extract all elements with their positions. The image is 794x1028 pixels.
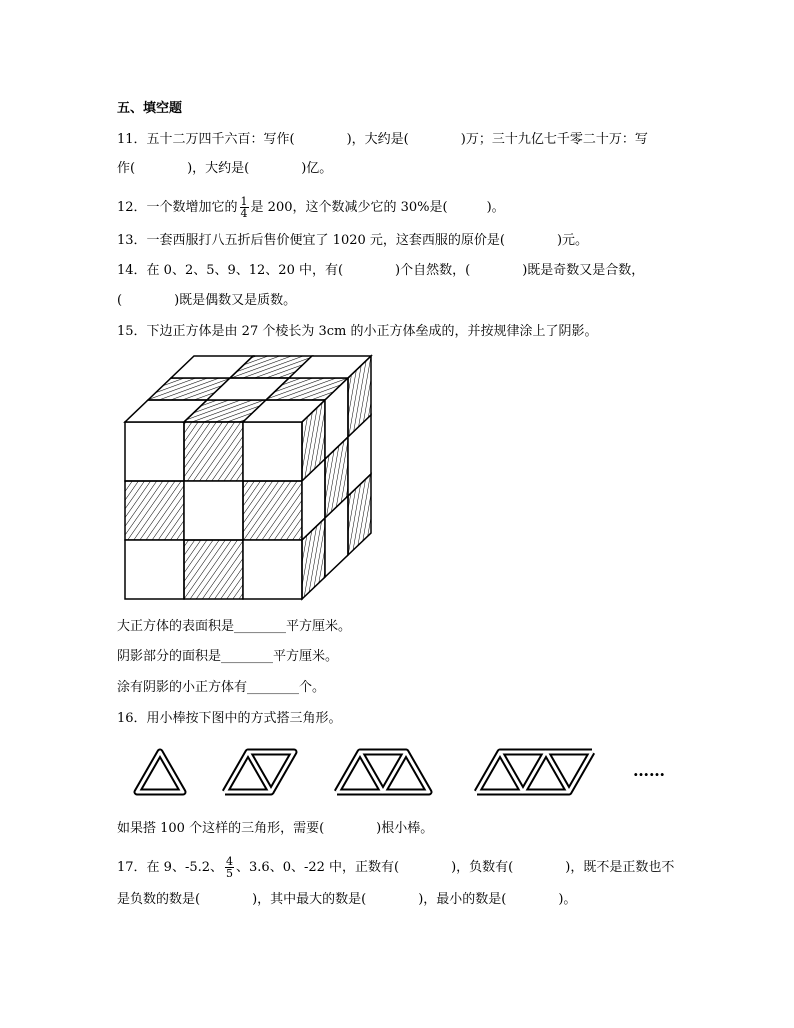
cube-figure [120,350,380,605]
q16-title: 16．用小棒按下图中的方式搭三角形。 [117,711,342,726]
q15-title: 15．下边正方体是由 27 个棱长为 3cm 的小正方体垒成的，并按规律涂上了阴影。 [117,324,598,339]
stick-group-1 [137,752,183,792]
q13: 13．一套西服打八五折后售价便宜了 1020 元，这套西服的原价是( )元。 [117,233,589,248]
q14-line1: 14．在 0、2、5、9、12、20 中，有( )个自然数，( )既是奇数又是合数， [117,263,645,278]
ellipsis: …… [633,761,665,780]
q12-after: 是 200，这个数减少它的 30%是( )。 [250,200,505,215]
q14-line2: ( )既是偶数又是质数。 [117,293,297,308]
stick-group-4 [477,752,592,792]
section-title: 五、填空题 [117,101,183,116]
q15-answer2: 阴影部分的面积是________平方厘米。 [117,649,339,664]
q15-answer3: 涂有阴影的小正方体有________个。 [117,680,326,695]
q12-fraction: $\frac{1}{4}$ [240,195,248,220]
q11-line1: 11．五十二万四千六百：写作( )，大约是( )万；三十九亿七千零二十万：写 [117,132,648,147]
q12-before: 12．一个数增加它的 [117,200,238,215]
q12 [117,196,505,219]
q17-line1 [117,856,674,879]
stick-group-3 [337,752,429,792]
q17-after: 、3.6、0、-22 中，正数有( )，负数有( )，既不是正数也不 [236,860,675,875]
front-face [125,422,302,599]
q17-line2: 是负数的数是( )，其中最大的数是( )，最小的数是( )。 [117,892,577,907]
q15-answer1: 大正方体的表面积是________平方厘米。 [117,619,352,634]
q17-before: 17．在 9、-5.2、 [117,860,224,875]
q11-line2: 作( )，大约是( )亿。 [117,161,333,176]
q16-question: 如果搭 100 个这样的三角形，需要( )根小棒。 [117,821,434,836]
q17-fraction: $\frac{4}{5}$ [226,855,234,880]
stick-group-2 [225,752,294,792]
triangle-sticks-figure [125,740,685,810]
